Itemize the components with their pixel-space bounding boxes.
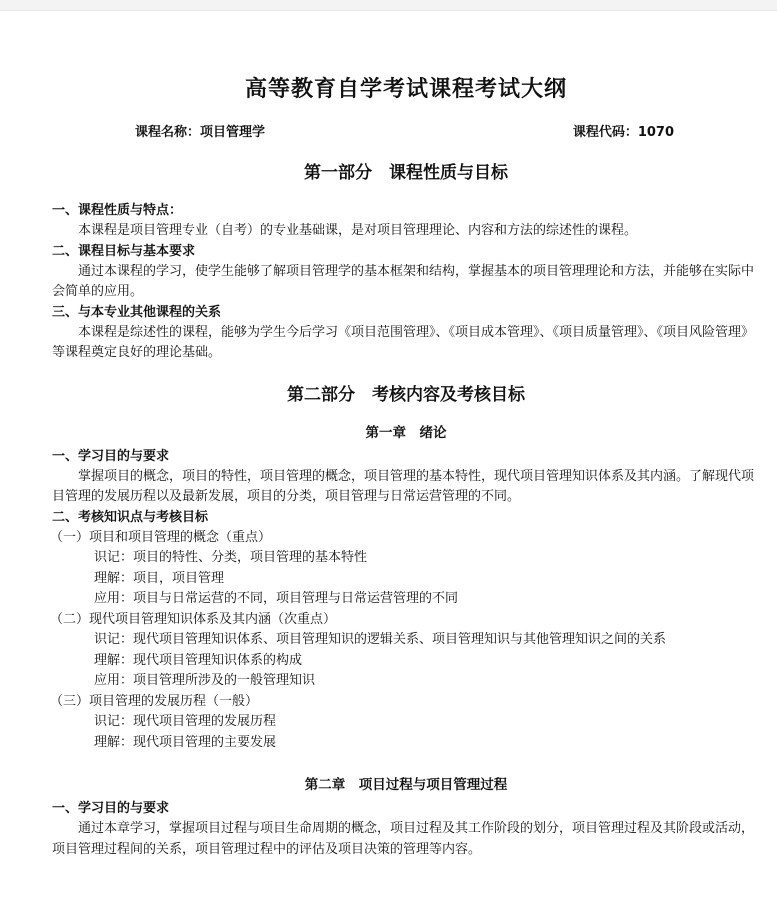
ch1-k2-understand: 理解：现代项目管理知识体系的构成	[94, 652, 303, 668]
ch1-k2-apply: 应用：项目管理所涉及的一般管理知识	[94, 673, 316, 688]
ch1-k3-memorize: 识记：现代项目管理的发展历程	[94, 714, 277, 729]
part1-s3-text: 本课程是综述性的课程，能够为学生今后学习《项目范围管理》、《项目成本管理》、《项目质量管理》、《项目风险管理》等课程奠定良好的理论基础。	[52, 324, 755, 360]
chapter2-title: 第二章 项目过程与项目管理过程	[304, 777, 508, 793]
ch1-k1-apply: 应用：项目与日常运营的不同，项目管理与日常运营管理的不同	[94, 591, 459, 606]
part1-s1-text: 本课程是项目管理专业（自考）的专业基础课，是对项目管理理论、内容和方法的综述性的课程。	[78, 223, 638, 238]
course-name: 课程名称：项目管理学	[135, 125, 266, 140]
course-meta	[52, 121, 760, 140]
ch1-heading-knowledge: 二、考核知识点与考核目标	[52, 509, 209, 525]
ch1-k1-memorize: 识记：项目的特性、分类，项目管理的基本特性	[94, 550, 368, 565]
part2-title: 第二部分 考核内容及考核目标	[287, 384, 525, 405]
document-title: 高等教育自学考试课程考试大纲	[244, 76, 567, 102]
part1-s2-text: 通过本课程的学习，使学生能够了解项目管理学的基本框架和结构，掌握基本的项目管理理论和方法，并能够在实际中会简单的应用。	[52, 263, 755, 299]
ch1-k2-title: （二）现代项目管理知识体系及其内涵（次重点）	[50, 611, 337, 627]
ch2-goals-text: 通过本章学习，掌握项目过程与项目生命周期的概念，项目过程及其工作阶段的划分，项目管理过程及其阶段或活动，项目管理过程间的关系，项目管理过程中的评估及项目决策的管理等内容。	[52, 821, 755, 857]
page-top-bar	[0, 0, 777, 11]
part1-s2-heading: 二、课程目标与基本要求	[52, 243, 196, 259]
chapter1-title: 第一章 绪论	[365, 424, 447, 441]
document-page	[52, 60, 760, 860]
ch1-heading-goals: 一、学习目的与要求	[52, 448, 170, 464]
ch1-k1-title: （一）项目和项目管理的概念（重点）	[50, 529, 272, 545]
ch1-k1-understand: 理解：项目，项目管理	[94, 570, 225, 586]
ch1-k3-understand: 理解：现代项目管理的主要发展	[94, 734, 277, 750]
course-code: 课程代码：1070	[572, 125, 674, 140]
ch1-goals-text: 掌握项目的概念，项目的特性，项目管理的概念，项目管理的基本特性，现代项目管理知识体系及其内涵。了解现代项目管理的发展历程以及最新发展，项目的分类，项目管理与日常运营管理的不同。	[52, 468, 755, 504]
ch2-heading-goals: 一、学习目的与要求	[52, 801, 170, 816]
ch1-k2-memorize: 识记：现代项目管理知识体系、项目管理知识的逻辑关系、项目管理知识与其他管理知识之间的关系	[94, 632, 667, 647]
part1-s1-heading: 一、课程性质与特点：	[52, 203, 183, 218]
part1-title: 第一部分 课程性质与目标	[304, 163, 508, 183]
ch1-k3-title: （三）项目管理的发展历程（一般）	[50, 693, 259, 709]
part1-s3-heading: 三、与本专业其他课程的关系	[52, 304, 222, 320]
